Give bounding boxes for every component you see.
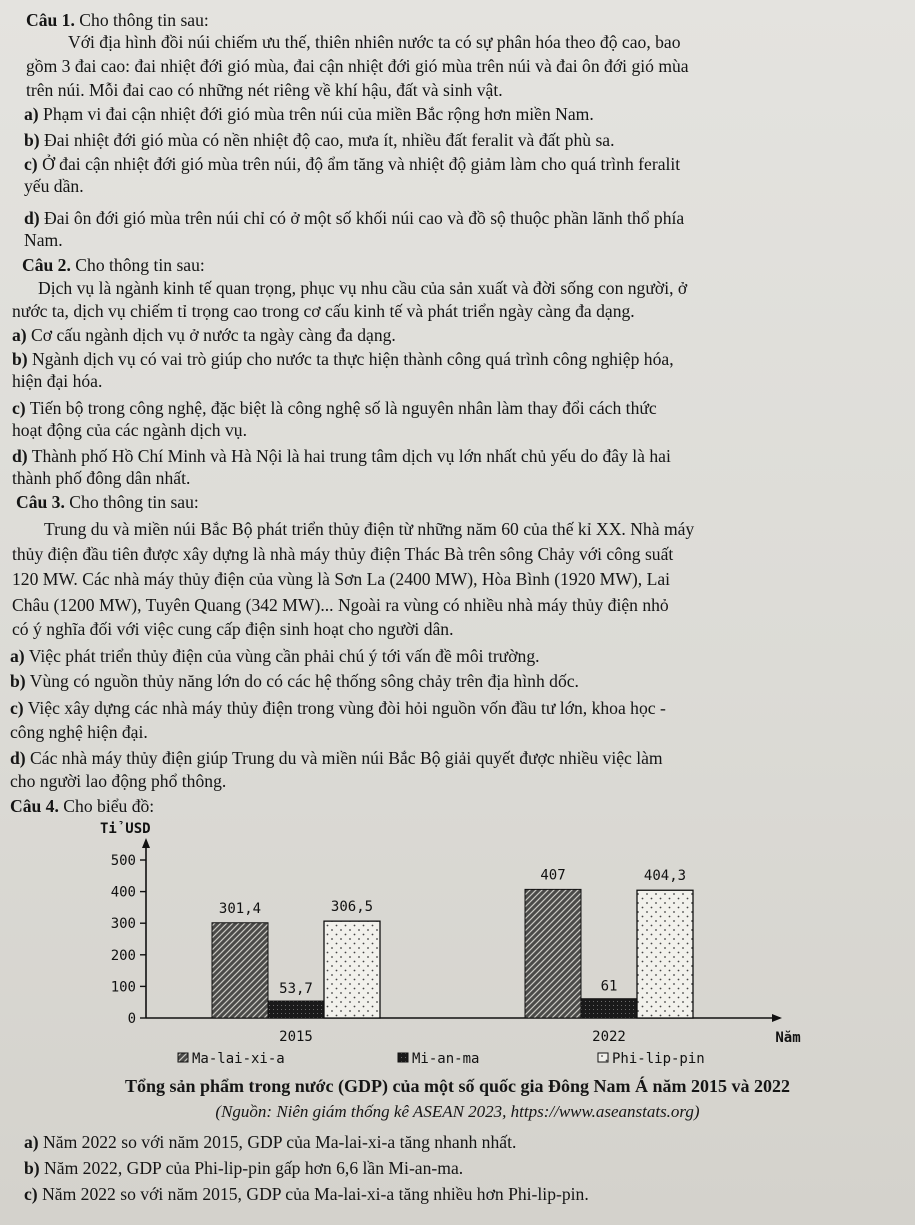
q4-option-a — [0, 1131, 915, 1153]
q4-option-b — [0, 1157, 915, 1179]
q3-passage-line: 120 MW. Các nhà máy thủy điện của vùng là Sơn La (2400 MW), Hòa Bình (1920 MW), Lai — [12, 569, 671, 589]
bar-ma-lai-xi-a-2022 — [525, 889, 581, 1018]
bar-phi-lip-pin-2015 — [324, 921, 380, 1018]
q4-option-text: Năm 2022 so với năm 2015, GDP của Ma-lai-xi-a tăng nhanh nhất. — [38, 1132, 517, 1152]
q1-option-d-cont — [0, 229, 915, 251]
q3-option-d-cont — [0, 770, 915, 792]
q4-option-text: Năm 2022 so với năm 2015, GDP của Ma-lai-xi-a tăng nhiều hơn Phi-lip-pin. — [37, 1184, 589, 1204]
q1-option-label: a) — [24, 104, 39, 124]
legend-swatch-ma-lai-xi-a — [178, 1053, 188, 1062]
y-tick-label: 300 — [110, 916, 136, 933]
q1-option-label: b) — [24, 130, 40, 150]
q1-option-a — [0, 103, 915, 125]
y-tick-label: 0 — [127, 1011, 136, 1027]
q3-header — [0, 491, 915, 513]
q3-passage-line: thủy điện đầu tiên được xây dựng là nhà máy thủy điện Thác Bà trên sông Chảy với công suất — [12, 544, 674, 564]
q3-option-label: d) — [10, 748, 26, 768]
q3-option-text: Việc xây dựng các nhà máy thủy điện trong vùng đòi hỏi nguồn vốn đầu tư lớn, khoa học - — [23, 698, 666, 718]
q4-option-label: b) — [24, 1158, 40, 1178]
q4-header — [0, 795, 915, 817]
q2-lead: Cho thông tin sau: — [70, 255, 205, 275]
q4-option-label: c) — [24, 1184, 38, 1204]
bar-value-label: 306,5 — [330, 899, 374, 916]
q1-title: Câu 1. — [26, 10, 75, 30]
bar-value-label: 404,3 — [643, 868, 687, 885]
bar-value-label: 407 — [540, 867, 566, 884]
x-axis-label: Năm — [775, 1030, 801, 1046]
q2-option-text: hoạt động của các ngành dịch vụ. — [12, 420, 247, 440]
q1-option-d — [0, 207, 915, 229]
q4-option-text: Năm 2022, GDP của Phi-lip-pin gấp hơn 6,6 lần Mi-an-ma. — [39, 1158, 464, 1178]
chart-source: (Nguồn: Niên giám thống kê ASEAN 2023, https://www.aseanstats.org) — [215, 1102, 700, 1121]
bar-phi-lip-pin-2022 — [637, 890, 693, 1018]
bar-value-label: 61 — [600, 978, 618, 995]
q3-option-b — [0, 670, 915, 692]
legend-label: Phi-lip-pin — [612, 1051, 705, 1067]
q1-option-label: c) — [24, 154, 38, 174]
bar-value-label: 53,7 — [279, 981, 313, 998]
q1-lead: Cho thông tin sau: — [74, 10, 209, 30]
q1-option-text: Đai nhiệt đới gió mùa có nền nhiệt độ cao, mưa ít, nhiều đất feralit và đất phù sa. — [39, 130, 615, 150]
q2-option-label: c) — [12, 398, 26, 418]
q3-option-c-cont — [0, 721, 915, 743]
q2-option-label: d) — [12, 446, 28, 466]
q3-passage-line: có ý nghĩa đối với việc cung cấp điện sinh hoạt cho người dân. — [12, 619, 454, 639]
q4-lead: Cho biểu đồ: — [58, 796, 155, 816]
q3-option-text: Việc phát triển thủy điện của vùng cần phải chú ý tới vấn đề môi trường. — [24, 646, 540, 666]
q1-option-text: yếu dần. — [24, 176, 84, 196]
q1-passage-line: trên núi. Mỗi đai cao có những nét riêng về khí hậu, đất và sinh vật. — [26, 80, 503, 100]
q2-option-d — [0, 445, 915, 467]
bar-ma-lai-xi-a-2015 — [212, 923, 268, 1018]
y-tick-label: 100 — [110, 979, 136, 996]
q2-option-text: Cơ cấu ngành dịch vụ ở nước ta ngày càng đa dạng. — [26, 325, 396, 345]
bar-value-label: 301,4 — [218, 900, 262, 917]
y-tick-label: 200 — [110, 947, 136, 964]
bar-mi-an-ma-2015 — [268, 1001, 324, 1018]
q3-option-label: a) — [10, 646, 25, 666]
q1-option-c — [0, 153, 915, 175]
q2-option-c-cont — [0, 419, 915, 441]
q2-header — [0, 254, 915, 276]
q4-option-label: a) — [24, 1132, 39, 1152]
q3-option-text: Vùng có nguồn thủy năng lớn do có các hệ thống sông chảy trên địa hình dốc. — [25, 671, 579, 691]
legend-label: Ma-lai-xi-a — [192, 1051, 285, 1067]
q3-option-label: b) — [10, 671, 26, 691]
q1-header — [0, 9, 915, 31]
chart-svg — [60, 820, 820, 1070]
q2-option-a — [0, 324, 915, 346]
q4-option-c — [0, 1183, 915, 1205]
x-tick-label: 2015 — [279, 1029, 313, 1045]
q1-option-text: Phạm vi đai cận nhiệt đới gió mùa trên núi của miền Bắc rộng hơn miền Nam. — [38, 104, 594, 124]
q2-passage-line: nước ta, dịch vụ chiếm tỉ trọng cao trong cơ cấu kinh tế và phát triển ngày càng đa dạng. — [12, 301, 635, 321]
legend-label: Mi-an-ma — [412, 1051, 480, 1067]
q3-lead: Cho thông tin sau: — [64, 492, 199, 512]
legend-swatch-phi-lip-pin — [598, 1053, 608, 1062]
y-tick-label: 400 — [110, 884, 136, 901]
q2-option-b-cont — [0, 370, 915, 392]
q2-option-text: thành phố đông dân nhất. — [12, 468, 191, 488]
q2-option-text: hiện đại hóa. — [12, 371, 103, 391]
q2-option-d-cont — [0, 467, 915, 489]
q3-option-a — [0, 645, 915, 667]
q2-option-text: Tiến bộ trong công nghệ, đặc biệt là công nghệ số là nguyên nhân làm thay đổi cách thức — [25, 398, 657, 418]
q1-option-c-cont — [0, 175, 915, 197]
q1-option-b — [0, 129, 915, 151]
q2-title: Câu 2. — [22, 255, 71, 275]
q3-passage-line: Châu (1200 MW), Tuyên Quang (342 MW)... Ngoài ra vùng có nhiều nhà máy thủy điện nhỏ — [12, 595, 669, 615]
y-axis-arrow — [142, 838, 150, 848]
q2-option-label: b) — [12, 349, 28, 369]
x-tick-label: 2022 — [592, 1029, 626, 1045]
q2-option-text: Ngành dịch vụ có vai trò giúp cho nước ta thực hiện thành công quá trình công nghiệp hóa, — [27, 349, 674, 369]
q1-passage-line: gồm 3 đai cao: đai nhiệt đới gió mùa, đai cận nhiệt đới gió mùa trên núi và đai ôn đới gió mùa — [26, 56, 689, 76]
y-axis-label: Tỉ USD — [100, 821, 151, 837]
q3-option-text: Các nhà máy thủy điện giúp Trung du và miền núi Bắc Bộ giải quyết được nhiều việc làm — [25, 748, 663, 768]
q1-passage-line: Với địa hình đồi núi chiếm ưu thế, thiên nhiên nước ta có sự phân hóa theo độ cao, bao — [68, 32, 681, 52]
q3-passage-line: Trung du và miền núi Bắc Bộ phát triển thủy điện từ những năm 60 của thế kỉ XX. Nhà máy — [44, 519, 695, 539]
q3-title: Câu 3. — [16, 492, 65, 512]
q3-option-text: công nghệ hiện đại. — [10, 722, 148, 742]
q2-option-text: Thành phố Hồ Chí Minh và Hà Nội là hai trung tâm dịch vụ lớn nhất chủ yếu do đây là hai — [27, 446, 671, 466]
q2-option-c — [0, 397, 915, 419]
q4-title: Câu 4. — [10, 796, 59, 816]
bar-mi-an-ma-2022 — [581, 999, 637, 1018]
chart-caption: Tổng sản phẩm trong nước (GDP) của một số quốc gia Đông Nam Á năm 2015 và 2022 — [125, 1076, 790, 1096]
q2-option-label: a) — [12, 325, 27, 345]
q1-option-label: d) — [24, 208, 40, 228]
q2-passage-line: Dịch vụ là ngành kinh tế quan trọng, phục vụ nhu cầu của sản xuất và đời sống con người, ở — [38, 278, 688, 298]
q1-option-text: Ở đai cận nhiệt đới gió mùa trên núi, độ ẩm tăng và nhiệt độ giảm làm cho quá trình feralit — [37, 154, 681, 174]
q3-option-text: cho người lao động phổ thông. — [10, 771, 227, 791]
y-tick-label: 500 — [110, 853, 136, 869]
legend-swatch-mi-an-ma — [398, 1053, 408, 1062]
q3-option-c — [0, 697, 915, 719]
q3-option-d — [0, 747, 915, 769]
x-axis-arrow — [772, 1014, 782, 1022]
gdp-bar-chart — [60, 820, 820, 1070]
q3-option-label: c) — [10, 698, 24, 718]
q1-option-text: Đai ôn đới gió mùa trên núi chỉ có ở một số khối núi cao và đồ sộ thuộc phần lãnh thổ phía — [39, 208, 685, 228]
q2-option-b — [0, 348, 915, 370]
q1-option-text: Nam. — [24, 230, 63, 250]
